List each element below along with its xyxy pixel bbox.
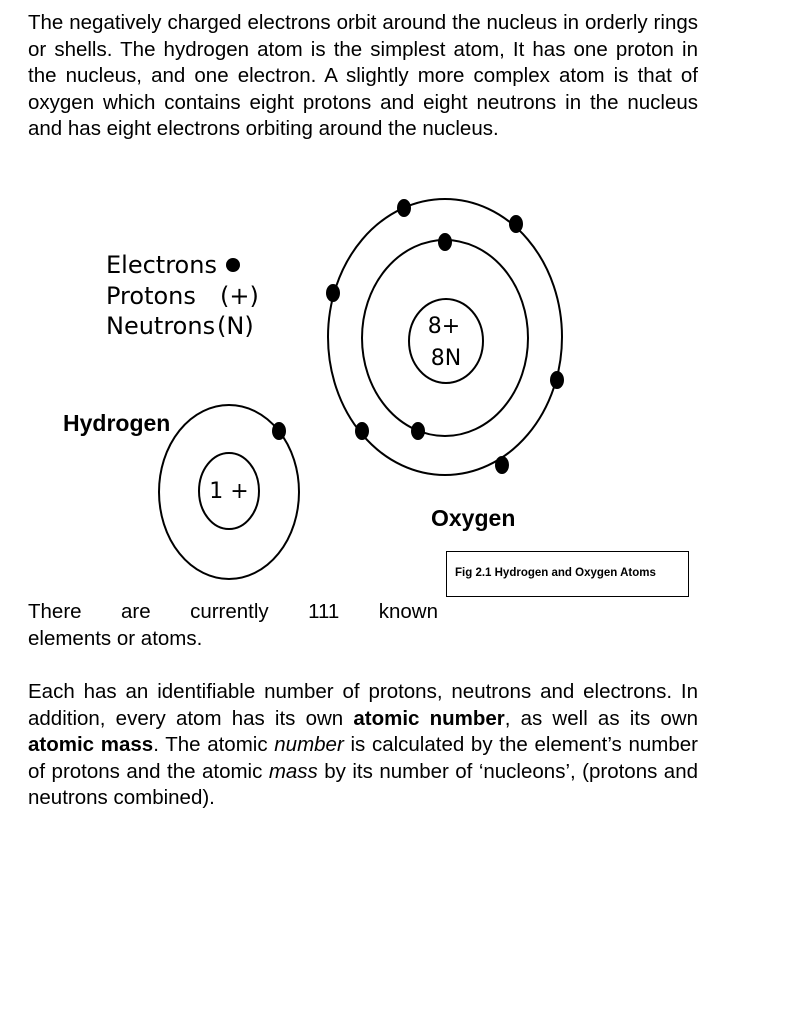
hydrogen-nucleus-label: 1 + [209, 479, 249, 504]
oxygen-electron [495, 456, 509, 474]
p2-line-2: elements or atoms. [28, 626, 203, 650]
oxygen-neutrons-label: 8N [430, 346, 462, 371]
legend-protons-label: Protons [106, 282, 196, 310]
atomic-number-paragraph [28, 679, 698, 812]
number-emphasis: number [274, 733, 344, 756]
legend-protons-symbol: (+) [220, 282, 259, 310]
oxygen-electron [397, 199, 411, 217]
atomic-mass-term: atomic mass [28, 733, 154, 756]
hydrogen-label: Hydrogen [63, 410, 171, 436]
p3-text: , as well as its own [504, 706, 698, 730]
oxygen-electron [355, 422, 369, 440]
legend-electrons-label: Electrons [106, 251, 217, 279]
p2-word: 111 [308, 600, 340, 623]
oxygen-label: Oxygen [431, 505, 516, 531]
legend-electron-dot [226, 258, 240, 272]
p2-word: There [28, 600, 82, 623]
intro-paragraph: The negatively charged electrons orbit around the nucleus in orderly rings or shells. The hydrogen atom is the simplest atom, It has one proton in the nucleus, and one electron. A slightly more complex atom is that of oxygen which contains eight protons and eight neutrons in the nucleus and has eight electrons orbiting around the nucleus. [28, 11, 698, 140]
oxygen-electron [550, 371, 564, 389]
legend-neutrons-symbol: (N) [217, 312, 254, 340]
oxygen-electron [438, 233, 452, 251]
oxygen-electron [509, 215, 523, 233]
oxygen-electron [326, 284, 340, 302]
oxygen-electron [411, 422, 425, 440]
p2-word: are [121, 600, 151, 623]
mass-emphasis: mass [268, 759, 318, 783]
p3-text: Each has an identifiable number of protons, neutrons and electrons. In addition, every atom has its own [28, 680, 698, 730]
oxygen-protons-label: 8+ [427, 314, 461, 339]
figure-caption: Fig 2.1 Hydrogen and Oxygen Atoms [446, 551, 689, 597]
hydrogen-electron [272, 422, 286, 440]
p3-text: . The atomic [153, 733, 275, 756]
p2-word: known [378, 600, 438, 623]
p3-text: by its number of ‘nucleons’, (protons and neutrons combined). [28, 759, 699, 809]
legend-neutrons-label: Neutrons [106, 312, 216, 340]
p3-text: is calculated by the element’s number of protons and the atomic [28, 733, 698, 783]
atomic-number-term: atomic number [353, 706, 505, 730]
p2-word: currently [190, 600, 269, 623]
elements-paragraph [28, 599, 438, 652]
